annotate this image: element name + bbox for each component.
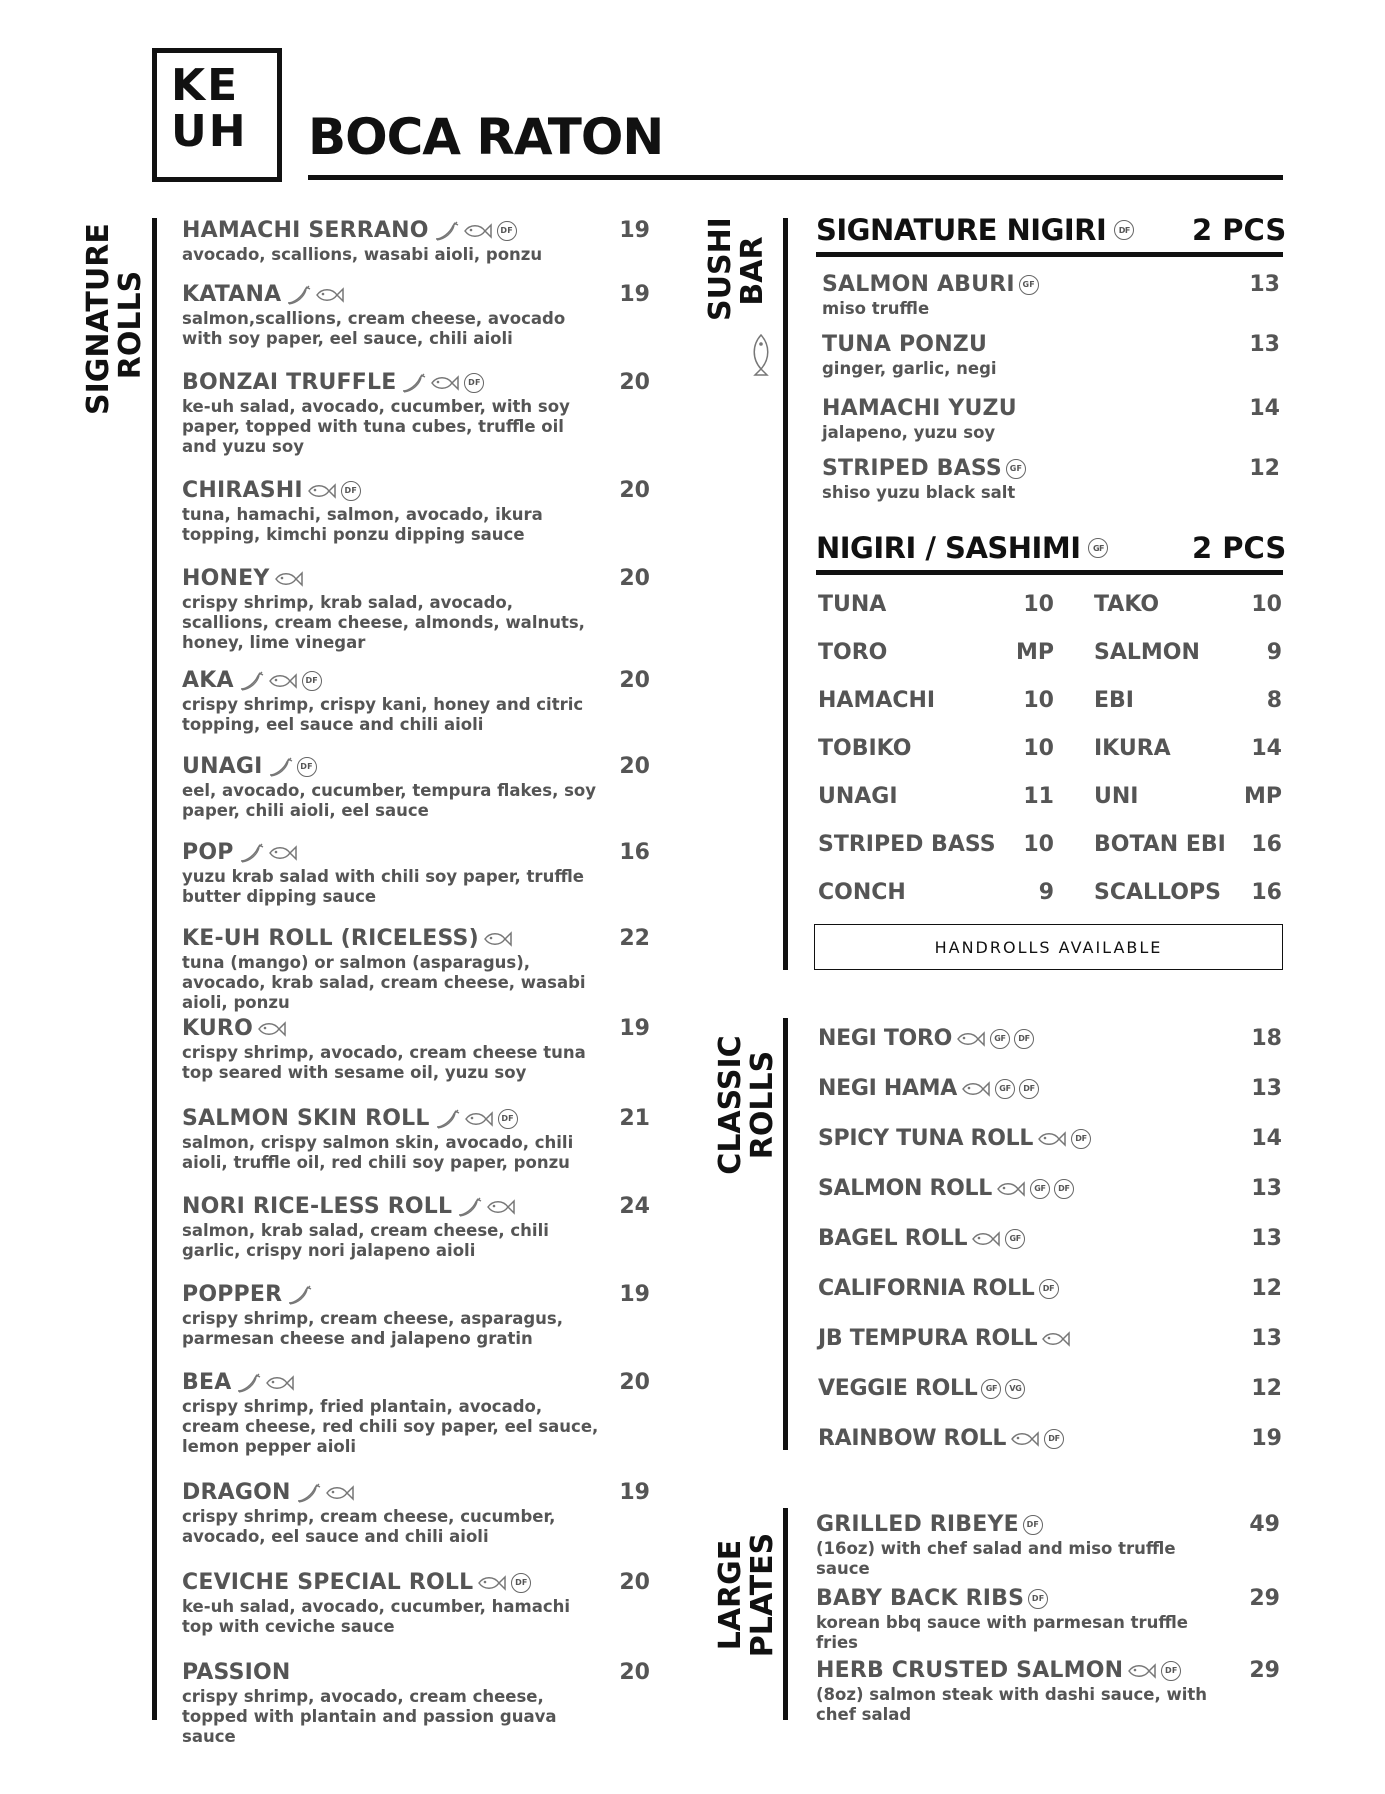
item-price: 12 xyxy=(1251,1376,1282,1401)
df-icon: DF xyxy=(302,671,322,691)
item-name xyxy=(816,1512,1226,1537)
item-price: 20 xyxy=(619,1370,650,1395)
item-price: 13 xyxy=(1251,1076,1282,1101)
item-name-text: KE-UH ROLL (RICELESS) xyxy=(182,926,479,951)
signature-rolls-label: SIGNATURE ROLLS xyxy=(81,223,148,415)
item-name xyxy=(182,566,602,591)
item-name xyxy=(822,456,1182,481)
fish-icon xyxy=(971,1230,1001,1248)
menu-item xyxy=(182,1480,602,1547)
fish-icon xyxy=(1037,1130,1067,1148)
item-name-text: BONZAI TRUFFLE xyxy=(182,370,397,395)
nigiri-price: 10 xyxy=(1023,736,1054,761)
item-name-text: BABY BACK RIBS xyxy=(816,1586,1025,1611)
item-name-text: HAMACHI YUZU xyxy=(822,396,1017,421)
nigiri-name: EBI xyxy=(1094,688,1134,713)
chili-icon xyxy=(295,1482,321,1504)
menu-item xyxy=(182,1194,602,1261)
fish-icon xyxy=(268,844,298,862)
chili-icon xyxy=(434,1108,460,1130)
nigiri-name: BOTAN EBI xyxy=(1094,832,1226,857)
item-price: 20 xyxy=(619,478,650,503)
item-description: yuzu krab salad with chili soy paper, truffle butter dipping sauce xyxy=(182,867,584,906)
df-icon: DF xyxy=(1161,1661,1181,1681)
nigiri-price: 10 xyxy=(1251,592,1282,617)
nigiri-item xyxy=(822,396,1182,443)
item-price: 29 xyxy=(1249,1586,1280,1611)
item-name-text: CEVICHE SPECIAL ROLL xyxy=(182,1570,474,1595)
nigiri-item xyxy=(822,272,1182,319)
item-name-text: SPICY TUNA ROLL xyxy=(818,1126,1034,1151)
nigiri-name: IKURA xyxy=(1094,736,1171,761)
fish-icon xyxy=(315,286,345,304)
df-icon: DF xyxy=(1054,1179,1074,1199)
nigiri-sashimi-title-text: NIGIRI / SASHIMI xyxy=(816,531,1081,565)
nigiri-price: 9 xyxy=(1266,640,1282,665)
item-name xyxy=(822,332,1182,357)
item-name xyxy=(182,1016,602,1041)
item-price: 19 xyxy=(619,1480,650,1505)
item-price: 22 xyxy=(619,926,650,951)
classic-roll-item xyxy=(818,1426,1064,1451)
item-name-text: SALMON ROLL xyxy=(818,1176,992,1201)
gf-icon: GF xyxy=(990,1029,1010,1049)
nigiri-price: 10 xyxy=(1023,592,1054,617)
df-icon: DF xyxy=(1044,1429,1064,1449)
nigiri-sashimi-divider xyxy=(816,570,1283,575)
item-name-text: GRILLED RIBEYE xyxy=(816,1512,1019,1537)
menu-item xyxy=(182,668,602,735)
df-icon: DF xyxy=(341,481,361,501)
large-plate-item xyxy=(816,1586,1226,1653)
item-name xyxy=(182,1194,602,1219)
large-plate-item xyxy=(816,1512,1226,1579)
fish-icon xyxy=(750,333,772,377)
item-name xyxy=(182,370,602,395)
menu-item xyxy=(182,1016,602,1083)
item-price: 19 xyxy=(619,282,650,307)
item-name-text: SALMON ABURI xyxy=(822,272,1015,297)
item-price: 49 xyxy=(1249,1512,1280,1537)
item-name-text: HERB CRUSTED SALMON xyxy=(816,1658,1124,1683)
nigiri-name: HAMACHI xyxy=(818,688,936,713)
item-price: 13 xyxy=(1249,332,1280,357)
df-icon: DF xyxy=(1014,1029,1034,1049)
item-description: tuna (mango) or salmon (asparagus), avocado, krab salad, cream cheese, wasabi aioli, ponzu xyxy=(182,953,586,1012)
item-name xyxy=(182,1370,602,1395)
large-plate-item xyxy=(816,1658,1226,1725)
df-icon: DF xyxy=(297,757,317,777)
item-name-text: NORI RICE-LESS ROLL xyxy=(182,1194,453,1219)
item-name-text: POP xyxy=(182,840,234,865)
item-price: 12 xyxy=(1249,456,1280,481)
df-icon: DF xyxy=(511,1573,531,1593)
item-description: miso truffle xyxy=(822,299,930,318)
fish-icon xyxy=(996,1180,1026,1198)
large-plates-bar xyxy=(783,1508,788,1720)
item-name-text: HONEY xyxy=(182,566,270,591)
item-name-text: AKA xyxy=(182,668,234,693)
item-price: 13 xyxy=(1249,272,1280,297)
fish-icon xyxy=(274,570,304,588)
nigiri-price: 8 xyxy=(1266,688,1282,713)
item-name xyxy=(182,1660,602,1685)
sushi-bar-label: SUSHI BAR xyxy=(703,217,770,321)
nigiri-price: 9 xyxy=(1038,880,1054,905)
nigiri-price: 16 xyxy=(1251,880,1282,905)
menu-item xyxy=(182,566,602,653)
item-description: tuna, hamachi, salmon, avocado, ikura topping, kimchi ponzu dipping sauce xyxy=(182,505,543,544)
fish-icon xyxy=(430,374,460,392)
df-icon: DF xyxy=(1028,1589,1048,1609)
gf-icon: GF xyxy=(995,1079,1015,1099)
item-description: ginger, garlic, negi xyxy=(822,359,997,378)
item-name xyxy=(182,282,602,307)
nigiri-name: UNAGI xyxy=(818,784,898,809)
df-icon: DF xyxy=(1071,1129,1091,1149)
item-name-text: SALMON SKIN ROLL xyxy=(182,1106,430,1131)
item-price: 14 xyxy=(1251,1126,1282,1151)
chili-icon xyxy=(235,1372,261,1394)
item-name-text: CALIFORNIA ROLL xyxy=(818,1276,1035,1301)
item-description: jalapeno, yuzu soy xyxy=(822,423,996,442)
sushi-bar-bar xyxy=(783,218,788,970)
chili-icon xyxy=(267,756,293,778)
item-name-text: KATANA xyxy=(182,282,282,307)
signature-nigiri-title xyxy=(816,213,1134,247)
df-icon: DF xyxy=(464,373,484,393)
classic-roll-item xyxy=(818,1076,1039,1101)
item-description: crispy shrimp, fried plantain, avocado, cream cheese, red chili soy paper, eel sauce, lemon pepper aioli xyxy=(182,1397,599,1456)
item-name-text: UNAGI xyxy=(182,754,263,779)
chili-icon xyxy=(456,1196,482,1218)
handrolls-available-box: HANDROLLS AVAILABLE xyxy=(814,924,1283,970)
classic-roll-item xyxy=(818,1126,1091,1151)
gf-icon: GF xyxy=(1005,1229,1025,1249)
gf-icon: GF xyxy=(981,1379,1001,1399)
item-price: 21 xyxy=(619,1106,650,1131)
classic-roll-item xyxy=(818,1376,1025,1401)
large-plates-label: LARGE PLATES xyxy=(713,1532,780,1658)
df-icon: DF xyxy=(1039,1279,1059,1299)
fish-icon xyxy=(961,1080,991,1098)
item-name-text: RAINBOW ROLL xyxy=(818,1426,1007,1451)
item-name xyxy=(182,1282,602,1307)
chili-icon xyxy=(433,220,459,242)
item-description: avocado, scallions, wasabi aioli, ponzu xyxy=(182,245,543,264)
nigiri-price: 14 xyxy=(1251,736,1282,761)
nigiri-price: 11 xyxy=(1023,784,1054,809)
nigiri-name: SCALLOPS xyxy=(1094,880,1221,905)
item-description: crispy shrimp, avocado, cream cheese tuna top seared with sesame oil, yuzu soy xyxy=(182,1043,586,1082)
df-icon: DF xyxy=(1114,220,1134,240)
fish-icon xyxy=(1127,1662,1157,1680)
logo xyxy=(152,48,282,182)
nigiri-price: 16 xyxy=(1251,832,1282,857)
fish-icon xyxy=(463,222,493,240)
item-description: crispy shrimp, avocado, cream cheese, topped with plantain and passion guava sauce xyxy=(182,1687,557,1746)
item-description: ke-uh salad, avocado, cucumber, with soy paper, topped with tuna cubes, truffle oil and yuzu soy xyxy=(182,397,570,456)
vg-icon: VG xyxy=(1005,1379,1025,1399)
classic-roll-item xyxy=(818,1276,1059,1301)
fish-icon xyxy=(1010,1430,1040,1448)
item-name xyxy=(182,1106,602,1131)
signature-rolls-bar xyxy=(152,218,157,1720)
item-description: eel, avocado, cucumber, tempura flakes, soy paper, chili aioli, eel sauce xyxy=(182,781,596,820)
nigiri-item xyxy=(822,332,1182,379)
item-name xyxy=(182,840,602,865)
item-description: shiso yuzu black salt xyxy=(822,483,1016,502)
chili-icon xyxy=(286,1284,312,1306)
df-icon: DF xyxy=(497,221,517,241)
item-name xyxy=(182,668,602,693)
item-name-text: BAGEL ROLL xyxy=(818,1226,968,1251)
classic-rolls-label: CLASSIC ROLLS xyxy=(713,1035,780,1175)
fish-icon xyxy=(1041,1330,1071,1348)
menu-item xyxy=(182,1370,602,1457)
item-name xyxy=(822,396,1182,421)
item-description: salmon, crispy salmon skin, avocado, chili aioli, truffle oil, red chili soy paper, ponzu xyxy=(182,1133,574,1172)
fish-icon xyxy=(486,1198,516,1216)
item-price: 20 xyxy=(619,668,650,693)
gf-icon: GF xyxy=(1088,538,1108,558)
gf-icon: GF xyxy=(1030,1179,1050,1199)
classic-roll-item xyxy=(818,1026,1034,1051)
gf-icon: GF xyxy=(1006,459,1026,479)
nigiri-name: TAKO xyxy=(1094,592,1160,617)
item-name-text: BEA xyxy=(182,1370,232,1395)
fish-icon xyxy=(257,1020,287,1038)
nigiri-name: UNI xyxy=(1094,784,1139,809)
nigiri-price: 10 xyxy=(1023,688,1054,713)
item-name xyxy=(816,1586,1226,1611)
item-name xyxy=(182,1570,602,1595)
menu-item xyxy=(182,926,602,1013)
item-price: 19 xyxy=(1251,1426,1282,1451)
item-price: 13 xyxy=(1251,1326,1282,1351)
df-icon: DF xyxy=(1023,1515,1043,1535)
item-description: salmon, krab salad, cream cheese, chili garlic, crispy nori jalapeno aioli xyxy=(182,1221,549,1260)
menu-item xyxy=(182,218,602,265)
nigiri-price: 10 xyxy=(1023,832,1054,857)
item-name-text: NEGI HAMA xyxy=(818,1076,958,1101)
item-price: 20 xyxy=(619,1570,650,1595)
gf-icon: GF xyxy=(1019,275,1039,295)
item-name-text: POPPER xyxy=(182,1282,283,1307)
df-icon: DF xyxy=(1019,1079,1039,1099)
signature-nigiri-divider xyxy=(816,252,1283,257)
fish-icon xyxy=(307,482,337,500)
item-description: korean bbq sauce with parmesan truffle fries xyxy=(816,1613,1188,1652)
fish-icon xyxy=(265,1374,295,1392)
item-description: crispy shrimp, crispy kani, honey and citric topping, eel sauce and chili aioli xyxy=(182,695,584,734)
item-description: (16oz) with chef salad and miso truffle sauce xyxy=(816,1539,1176,1578)
item-name xyxy=(816,1658,1226,1683)
item-name xyxy=(182,926,602,951)
nigiri-name: CONCH xyxy=(818,880,906,905)
item-price: 20 xyxy=(619,370,650,395)
item-name-text: TUNA PONZU xyxy=(822,332,988,357)
item-name-text: KURO xyxy=(182,1016,253,1041)
nigiri-sashimi-title xyxy=(816,531,1108,565)
item-price: 19 xyxy=(619,218,650,243)
signature-nigiri-title-text: SIGNATURE NIGIRI xyxy=(816,213,1107,247)
nigiri-sashimi-pcs: 2 PCS xyxy=(1192,531,1287,565)
item-price: 20 xyxy=(619,754,650,779)
chili-icon xyxy=(285,284,311,306)
item-price: 29 xyxy=(1249,1658,1280,1683)
item-description: (8oz) salmon steak with dashi sauce, with chef salad xyxy=(816,1685,1208,1724)
chili-icon xyxy=(238,842,264,864)
fish-icon xyxy=(483,930,513,948)
nigiri-price: MP xyxy=(1243,784,1282,809)
item-description: crispy shrimp, krab salad, avocado, scallions, cream cheese, almonds, walnuts, honey, lime vinegar xyxy=(182,593,585,652)
item-name-text: JB TEMPURA ROLL xyxy=(818,1326,1038,1351)
item-description: ke-uh salad, avocado, cucumber, hamachi top with ceviche sauce xyxy=(182,1597,571,1636)
classic-roll-item xyxy=(818,1176,1074,1201)
item-price: 13 xyxy=(1251,1226,1282,1251)
item-price: 13 xyxy=(1251,1176,1282,1201)
fish-icon xyxy=(477,1574,507,1592)
nigiri-name: SALMON xyxy=(1094,640,1200,665)
menu-item xyxy=(182,282,602,349)
item-name xyxy=(182,478,602,503)
item-name-text: DRAGON xyxy=(182,1480,291,1505)
item-name-text: PASSION xyxy=(182,1660,291,1685)
page-title: BOCA RATON xyxy=(308,108,664,166)
item-price: 19 xyxy=(619,1282,650,1307)
fish-icon xyxy=(268,672,298,690)
classic-roll-item xyxy=(818,1226,1025,1251)
item-price: 12 xyxy=(1251,1276,1282,1301)
chili-icon xyxy=(400,372,426,394)
item-price: 14 xyxy=(1249,396,1280,421)
item-name-text: NEGI TORO xyxy=(818,1026,952,1051)
item-name xyxy=(182,218,602,243)
item-price: 19 xyxy=(619,1016,650,1041)
menu-item xyxy=(182,840,602,907)
nigiri-name: TUNA xyxy=(818,592,887,617)
header-divider xyxy=(308,175,1283,180)
item-name xyxy=(182,754,602,779)
fish-icon xyxy=(325,1484,355,1502)
chili-icon xyxy=(238,670,264,692)
item-name-text: CHIRASHI xyxy=(182,478,303,503)
menu-item xyxy=(182,754,602,821)
menu-item xyxy=(182,1282,602,1349)
nigiri-name: TOBIKO xyxy=(818,736,912,761)
item-description: salmon,scallions, cream cheese, avocado with soy paper, eel sauce, chili aioli xyxy=(182,309,566,348)
menu-item xyxy=(182,1660,602,1747)
logo-text: KE UH xyxy=(171,60,248,157)
item-description: crispy shrimp, cream cheese, cucumber, avocado, eel sauce and chili aioli xyxy=(182,1507,556,1546)
item-description: crispy shrimp, cream cheese, asparagus, parmesan cheese and jalapeno gratin xyxy=(182,1309,564,1348)
item-price: 18 xyxy=(1251,1026,1282,1051)
nigiri-name: STRIPED BASS xyxy=(818,832,996,857)
item-name xyxy=(182,1480,602,1505)
classic-roll-item xyxy=(818,1326,1071,1351)
item-name xyxy=(822,272,1182,297)
item-name-text: HAMACHI SERRANO xyxy=(182,218,429,243)
fish-icon xyxy=(464,1110,494,1128)
item-price: 16 xyxy=(619,840,650,865)
nigiri-item xyxy=(822,456,1182,503)
classic-rolls-bar xyxy=(783,1018,788,1450)
menu-item xyxy=(182,1106,602,1173)
item-price: 24 xyxy=(619,1194,650,1219)
item-name-text: STRIPED BASS xyxy=(822,456,1002,481)
signature-nigiri-pcs: 2 PCS xyxy=(1192,213,1287,247)
item-price: 20 xyxy=(619,1660,650,1685)
menu-item xyxy=(182,370,602,457)
menu-item xyxy=(182,1570,602,1637)
item-name-text: VEGGIE ROLL xyxy=(818,1376,978,1401)
df-icon: DF xyxy=(498,1109,518,1129)
nigiri-name: TORO xyxy=(818,640,888,665)
fish-icon xyxy=(956,1030,986,1048)
nigiri-price: MP xyxy=(1015,640,1054,665)
menu-item xyxy=(182,478,602,545)
item-price: 20 xyxy=(619,566,650,591)
